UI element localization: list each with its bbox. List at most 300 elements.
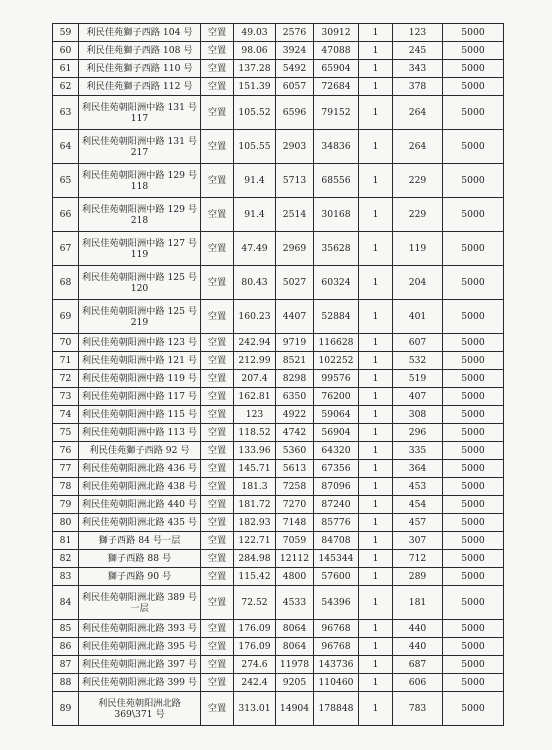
- cell-monthly-rent: 2514: [276, 198, 314, 232]
- cell-address: 利民佳苑朝阳洲中路 121 号: [79, 352, 201, 370]
- cell-bid-increment: 5000: [443, 24, 504, 42]
- cell-term-years: 1: [359, 266, 393, 300]
- table-row: [53, 424, 504, 442]
- cell-term-years: 1: [359, 460, 393, 478]
- cell-area: 176.09: [234, 638, 276, 656]
- table-row: [53, 496, 504, 514]
- cell-status: 空置: [201, 692, 234, 726]
- cell-term-years: 1: [359, 352, 393, 370]
- cell-row-number: 60: [53, 42, 79, 60]
- cell-address: 利民佳苑朝阳洲北路 435 号: [79, 514, 201, 532]
- table-body: [53, 24, 504, 726]
- cell-monthly-rent: 14904: [276, 692, 314, 726]
- cell-area: 118.52: [234, 424, 276, 442]
- cell-row-number: 82: [53, 550, 79, 568]
- cell-monthly-rent: 2969: [276, 232, 314, 266]
- cell-status: 空置: [201, 424, 234, 442]
- cell-deposit: 687: [393, 656, 443, 674]
- cell-area: 80.43: [234, 266, 276, 300]
- cell-term-years: 1: [359, 442, 393, 460]
- cell-bid-increment: 5000: [443, 266, 504, 300]
- cell-deposit: 401: [393, 300, 443, 334]
- cell-bid-increment: 5000: [443, 60, 504, 78]
- cell-status: 空置: [201, 550, 234, 568]
- cell-deposit: 308: [393, 406, 443, 424]
- cell-annual-rent: 34836: [314, 130, 359, 164]
- cell-annual-rent: 143736: [314, 656, 359, 674]
- cell-monthly-rent: 8521: [276, 352, 314, 370]
- table-row: [53, 674, 504, 692]
- cell-term-years: 1: [359, 550, 393, 568]
- cell-bid-increment: 5000: [443, 692, 504, 726]
- cell-status: 空置: [201, 42, 234, 60]
- cell-status: 空置: [201, 232, 234, 266]
- cell-term-years: 1: [359, 620, 393, 638]
- cell-address: 利民佳苑朝阳洲北路 369\371 号: [79, 692, 201, 726]
- cell-address: 利民佳苑獅子西路 108 号: [79, 42, 201, 60]
- cell-address: 利民佳苑朝阳洲中路 129 号 118: [79, 164, 201, 198]
- cell-area: 181.72: [234, 496, 276, 514]
- cell-monthly-rent: 5613: [276, 460, 314, 478]
- cell-address: 利民佳苑朝阳洲中路 125 号 219: [79, 300, 201, 334]
- cell-bid-increment: 5000: [443, 568, 504, 586]
- cell-deposit: 532: [393, 352, 443, 370]
- cell-monthly-rent: 8064: [276, 638, 314, 656]
- table-row: [53, 130, 504, 164]
- cell-address: 利民佳苑獅子西路 110 号: [79, 60, 201, 78]
- table-row: [53, 96, 504, 130]
- cell-deposit: 229: [393, 198, 443, 232]
- cell-term-years: 1: [359, 334, 393, 352]
- table-row: [53, 406, 504, 424]
- cell-row-number: 85: [53, 620, 79, 638]
- cell-status: 空置: [201, 406, 234, 424]
- cell-area: 122.71: [234, 532, 276, 550]
- cell-row-number: 79: [53, 496, 79, 514]
- cell-area: 181.3: [234, 478, 276, 496]
- cell-deposit: 783: [393, 692, 443, 726]
- cell-status: 空置: [201, 96, 234, 130]
- cell-bid-increment: 5000: [443, 674, 504, 692]
- cell-status: 空置: [201, 532, 234, 550]
- table-row: [53, 550, 504, 568]
- cell-annual-rent: 72684: [314, 78, 359, 96]
- cell-status: 空置: [201, 352, 234, 370]
- cell-bid-increment: 5000: [443, 586, 504, 620]
- table-row: [53, 692, 504, 726]
- table-row: [53, 42, 504, 60]
- cell-deposit: 296: [393, 424, 443, 442]
- cell-bid-increment: 5000: [443, 352, 504, 370]
- cell-monthly-rent: 9205: [276, 674, 314, 692]
- cell-term-years: 1: [359, 532, 393, 550]
- cell-row-number: 73: [53, 388, 79, 406]
- cell-term-years: 1: [359, 638, 393, 656]
- cell-annual-rent: 145344: [314, 550, 359, 568]
- cell-annual-rent: 67356: [314, 460, 359, 478]
- cell-annual-rent: 76200: [314, 388, 359, 406]
- cell-address: 利民佳苑獅子西路 112 号: [79, 78, 201, 96]
- cell-address: 利民佳苑朝阳洲中路 131 号 217: [79, 130, 201, 164]
- cell-area: 182.93: [234, 514, 276, 532]
- table-row: [53, 460, 504, 478]
- cell-status: 空置: [201, 620, 234, 638]
- cell-monthly-rent: 5713: [276, 164, 314, 198]
- table-row: [53, 60, 504, 78]
- cell-status: 空置: [201, 334, 234, 352]
- table-row: [53, 478, 504, 496]
- cell-monthly-rent: 5360: [276, 442, 314, 460]
- cell-monthly-rent: 4533: [276, 586, 314, 620]
- cell-annual-rent: 116628: [314, 334, 359, 352]
- cell-term-years: 1: [359, 406, 393, 424]
- cell-monthly-rent: 7270: [276, 496, 314, 514]
- cell-deposit: 606: [393, 674, 443, 692]
- table-row: [53, 568, 504, 586]
- cell-monthly-rent: 2903: [276, 130, 314, 164]
- cell-status: 空置: [201, 388, 234, 406]
- cell-term-years: 1: [359, 164, 393, 198]
- cell-annual-rent: 56904: [314, 424, 359, 442]
- cell-address: 利民佳苑朝阳洲北路 395 号: [79, 638, 201, 656]
- cell-row-number: 80: [53, 514, 79, 532]
- cell-row-number: 81: [53, 532, 79, 550]
- cell-row-number: 87: [53, 656, 79, 674]
- cell-address: 利民佳苑朝阳洲北路 440 号: [79, 496, 201, 514]
- cell-bid-increment: 5000: [443, 78, 504, 96]
- table-row: [53, 352, 504, 370]
- cell-term-years: 1: [359, 130, 393, 164]
- cell-area: 133.96: [234, 442, 276, 460]
- cell-status: 空置: [201, 586, 234, 620]
- cell-area: 145.71: [234, 460, 276, 478]
- cell-term-years: 1: [359, 60, 393, 78]
- cell-status: 空置: [201, 478, 234, 496]
- cell-address: 利民佳苑朝阳洲中路 119 号: [79, 370, 201, 388]
- cell-annual-rent: 52884: [314, 300, 359, 334]
- cell-row-number: 65: [53, 164, 79, 198]
- cell-area: 105.55: [234, 130, 276, 164]
- cell-address: 利民佳苑朝阳洲北路 438 号: [79, 478, 201, 496]
- cell-deposit: 378: [393, 78, 443, 96]
- cell-annual-rent: 84708: [314, 532, 359, 550]
- cell-bid-increment: 5000: [443, 334, 504, 352]
- cell-bid-increment: 5000: [443, 96, 504, 130]
- cell-area: 105.52: [234, 96, 276, 130]
- cell-bid-increment: 5000: [443, 232, 504, 266]
- cell-term-years: 1: [359, 514, 393, 532]
- cell-bid-increment: 5000: [443, 638, 504, 656]
- cell-annual-rent: 30168: [314, 198, 359, 232]
- cell-area: 49.03: [234, 24, 276, 42]
- cell-monthly-rent: 7059: [276, 532, 314, 550]
- cell-row-number: 72: [53, 370, 79, 388]
- cell-monthly-rent: 4800: [276, 568, 314, 586]
- cell-area: 313.01: [234, 692, 276, 726]
- cell-bid-increment: 5000: [443, 406, 504, 424]
- cell-row-number: 74: [53, 406, 79, 424]
- cell-annual-rent: 87240: [314, 496, 359, 514]
- cell-deposit: 204: [393, 266, 443, 300]
- cell-address: 利民佳苑朝阳洲北路 393 号: [79, 620, 201, 638]
- cell-term-years: 1: [359, 424, 393, 442]
- cell-row-number: 86: [53, 638, 79, 656]
- cell-row-number: 67: [53, 232, 79, 266]
- cell-address: 獅子西路 88 号: [79, 550, 201, 568]
- cell-address: 利民佳苑朝阳洲中路 125 号 120: [79, 266, 201, 300]
- cell-address: 利民佳苑朝阳洲北路 399 号: [79, 674, 201, 692]
- cell-bid-increment: 5000: [443, 424, 504, 442]
- cell-deposit: 519: [393, 370, 443, 388]
- cell-area: 274.6: [234, 656, 276, 674]
- cell-status: 空置: [201, 514, 234, 532]
- table-row: [53, 300, 504, 334]
- cell-term-years: 1: [359, 692, 393, 726]
- cell-deposit: 364: [393, 460, 443, 478]
- cell-annual-rent: 96768: [314, 638, 359, 656]
- cell-deposit: 245: [393, 42, 443, 60]
- cell-row-number: 66: [53, 198, 79, 232]
- cell-area: 115.42: [234, 568, 276, 586]
- cell-address: 利民佳苑朝阳洲北路 397 号: [79, 656, 201, 674]
- cell-status: 空置: [201, 198, 234, 232]
- cell-bid-increment: 5000: [443, 198, 504, 232]
- cell-annual-rent: 79152: [314, 96, 359, 130]
- cell-address: 利民佳苑獅子西路 104 号: [79, 24, 201, 42]
- table-row: [53, 198, 504, 232]
- cell-term-years: 1: [359, 568, 393, 586]
- cell-row-number: 88: [53, 674, 79, 692]
- cell-area: 176.09: [234, 620, 276, 638]
- cell-bid-increment: 5000: [443, 164, 504, 198]
- table-row: [53, 370, 504, 388]
- cell-annual-rent: 87096: [314, 478, 359, 496]
- cell-annual-rent: 96768: [314, 620, 359, 638]
- cell-address: 利民佳苑朝阳洲中路 129 号 218: [79, 198, 201, 232]
- cell-monthly-rent: 12112: [276, 550, 314, 568]
- cell-annual-rent: 64320: [314, 442, 359, 460]
- cell-term-years: 1: [359, 300, 393, 334]
- cell-bid-increment: 5000: [443, 496, 504, 514]
- cell-address: 利民佳苑獅子西路 92 号: [79, 442, 201, 460]
- cell-deposit: 440: [393, 638, 443, 656]
- cell-deposit: 453: [393, 478, 443, 496]
- cell-term-years: 1: [359, 198, 393, 232]
- cell-bid-increment: 5000: [443, 514, 504, 532]
- cell-term-years: 1: [359, 388, 393, 406]
- table-row: [53, 232, 504, 266]
- cell-monthly-rent: 3924: [276, 42, 314, 60]
- cell-annual-rent: 99576: [314, 370, 359, 388]
- cell-annual-rent: 35628: [314, 232, 359, 266]
- cell-area: 160.23: [234, 300, 276, 334]
- cell-annual-rent: 102252: [314, 352, 359, 370]
- cell-row-number: 69: [53, 300, 79, 334]
- cell-status: 空置: [201, 60, 234, 78]
- cell-deposit: 229: [393, 164, 443, 198]
- cell-monthly-rent: 5027: [276, 266, 314, 300]
- cell-row-number: 89: [53, 692, 79, 726]
- cell-row-number: 61: [53, 60, 79, 78]
- cell-address: 利民佳苑朝阳洲中路 131 号 117: [79, 96, 201, 130]
- cell-status: 空置: [201, 266, 234, 300]
- cell-row-number: 64: [53, 130, 79, 164]
- table-row: [53, 442, 504, 460]
- cell-status: 空置: [201, 24, 234, 42]
- cell-status: 空置: [201, 674, 234, 692]
- cell-address: 利民佳苑朝阳洲中路 127 号 119: [79, 232, 201, 266]
- cell-area: 91.4: [234, 164, 276, 198]
- cell-deposit: 289: [393, 568, 443, 586]
- cell-bid-increment: 5000: [443, 550, 504, 568]
- cell-address: 獅子西路 84 号一层: [79, 532, 201, 550]
- cell-term-years: 1: [359, 586, 393, 620]
- cell-deposit: 119: [393, 232, 443, 266]
- cell-area: 123: [234, 406, 276, 424]
- cell-monthly-rent: 9719: [276, 334, 314, 352]
- cell-status: 空置: [201, 130, 234, 164]
- cell-deposit: 607: [393, 334, 443, 352]
- cell-bid-increment: 5000: [443, 300, 504, 334]
- cell-area: 98.06: [234, 42, 276, 60]
- cell-status: 空置: [201, 656, 234, 674]
- cell-annual-rent: 65904: [314, 60, 359, 78]
- cell-row-number: 68: [53, 266, 79, 300]
- table-row: [53, 514, 504, 532]
- cell-deposit: 343: [393, 60, 443, 78]
- cell-monthly-rent: 6057: [276, 78, 314, 96]
- cell-term-years: 1: [359, 232, 393, 266]
- cell-monthly-rent: 7148: [276, 514, 314, 532]
- cell-area: 207.4: [234, 370, 276, 388]
- cell-monthly-rent: 4407: [276, 300, 314, 334]
- cell-annual-rent: 110460: [314, 674, 359, 692]
- cell-annual-rent: 57600: [314, 568, 359, 586]
- cell-monthly-rent: 7258: [276, 478, 314, 496]
- cell-annual-rent: 47088: [314, 42, 359, 60]
- table-row: [53, 586, 504, 620]
- table-row: [53, 266, 504, 300]
- cell-area: 242.4: [234, 674, 276, 692]
- cell-row-number: 63: [53, 96, 79, 130]
- cell-deposit: 123: [393, 24, 443, 42]
- cell-annual-rent: 59064: [314, 406, 359, 424]
- cell-deposit: 264: [393, 130, 443, 164]
- cell-status: 空置: [201, 442, 234, 460]
- table-row: [53, 164, 504, 198]
- cell-bid-increment: 5000: [443, 460, 504, 478]
- cell-area: 137.28: [234, 60, 276, 78]
- cell-term-years: 1: [359, 96, 393, 130]
- cell-status: 空置: [201, 370, 234, 388]
- cell-annual-rent: 54396: [314, 586, 359, 620]
- cell-row-number: 75: [53, 424, 79, 442]
- cell-address: 利民佳苑朝阳洲中路 115 号: [79, 406, 201, 424]
- cell-deposit: 454: [393, 496, 443, 514]
- cell-row-number: 70: [53, 334, 79, 352]
- cell-status: 空置: [201, 164, 234, 198]
- property-table: [52, 23, 504, 726]
- cell-bid-increment: 5000: [443, 532, 504, 550]
- cell-bid-increment: 5000: [443, 656, 504, 674]
- cell-status: 空置: [201, 568, 234, 586]
- cell-annual-rent: 178848: [314, 692, 359, 726]
- cell-address: 利民佳苑朝阳洲中路 117 号: [79, 388, 201, 406]
- cell-deposit: 712: [393, 550, 443, 568]
- cell-address: 利民佳苑朝阳洲北路 389 号 一层: [79, 586, 201, 620]
- cell-annual-rent: 60324: [314, 266, 359, 300]
- cell-area: 284.98: [234, 550, 276, 568]
- cell-address: 利民佳苑朝阳洲中路 113 号: [79, 424, 201, 442]
- cell-status: 空置: [201, 78, 234, 96]
- cell-monthly-rent: 8298: [276, 370, 314, 388]
- table-row: [53, 78, 504, 96]
- cell-annual-rent: 30912: [314, 24, 359, 42]
- cell-row-number: 62: [53, 78, 79, 96]
- cell-area: 151.39: [234, 78, 276, 96]
- cell-row-number: 71: [53, 352, 79, 370]
- cell-term-years: 1: [359, 674, 393, 692]
- cell-row-number: 77: [53, 460, 79, 478]
- cell-bid-increment: 5000: [443, 442, 504, 460]
- cell-term-years: 1: [359, 370, 393, 388]
- cell-term-years: 1: [359, 42, 393, 60]
- cell-bid-increment: 5000: [443, 42, 504, 60]
- cell-status: 空置: [201, 460, 234, 478]
- cell-monthly-rent: 6350: [276, 388, 314, 406]
- cell-term-years: 1: [359, 78, 393, 96]
- cell-address: 獅子西路 90 号: [79, 568, 201, 586]
- table-row: [53, 620, 504, 638]
- table-row: [53, 656, 504, 674]
- cell-monthly-rent: 4922: [276, 406, 314, 424]
- cell-status: 空置: [201, 496, 234, 514]
- cell-term-years: 1: [359, 24, 393, 42]
- cell-monthly-rent: 2576: [276, 24, 314, 42]
- cell-area: 72.52: [234, 586, 276, 620]
- cell-annual-rent: 85776: [314, 514, 359, 532]
- cell-address: 利民佳苑朝阳洲北路 436 号: [79, 460, 201, 478]
- cell-monthly-rent: 5492: [276, 60, 314, 78]
- cell-deposit: 407: [393, 388, 443, 406]
- cell-deposit: 440: [393, 620, 443, 638]
- table-row: [53, 24, 504, 42]
- cell-deposit: 335: [393, 442, 443, 460]
- cell-row-number: 59: [53, 24, 79, 42]
- cell-deposit: 457: [393, 514, 443, 532]
- cell-area: 242.94: [234, 334, 276, 352]
- cell-address: 利民佳苑朝阳洲中路 123 号: [79, 334, 201, 352]
- cell-area: 91.4: [234, 198, 276, 232]
- cell-monthly-rent: 6596: [276, 96, 314, 130]
- cell-row-number: 78: [53, 478, 79, 496]
- table-row: [53, 388, 504, 406]
- cell-monthly-rent: 11978: [276, 656, 314, 674]
- cell-monthly-rent: 4742: [276, 424, 314, 442]
- cell-area: 47.49: [234, 232, 276, 266]
- table-row: [53, 532, 504, 550]
- cell-row-number: 84: [53, 586, 79, 620]
- cell-term-years: 1: [359, 478, 393, 496]
- cell-area: 162.81: [234, 388, 276, 406]
- cell-bid-increment: 5000: [443, 478, 504, 496]
- cell-bid-increment: 5000: [443, 388, 504, 406]
- cell-bid-increment: 5000: [443, 130, 504, 164]
- cell-term-years: 1: [359, 496, 393, 514]
- cell-term-years: 1: [359, 656, 393, 674]
- cell-deposit: 181: [393, 586, 443, 620]
- cell-annual-rent: 68556: [314, 164, 359, 198]
